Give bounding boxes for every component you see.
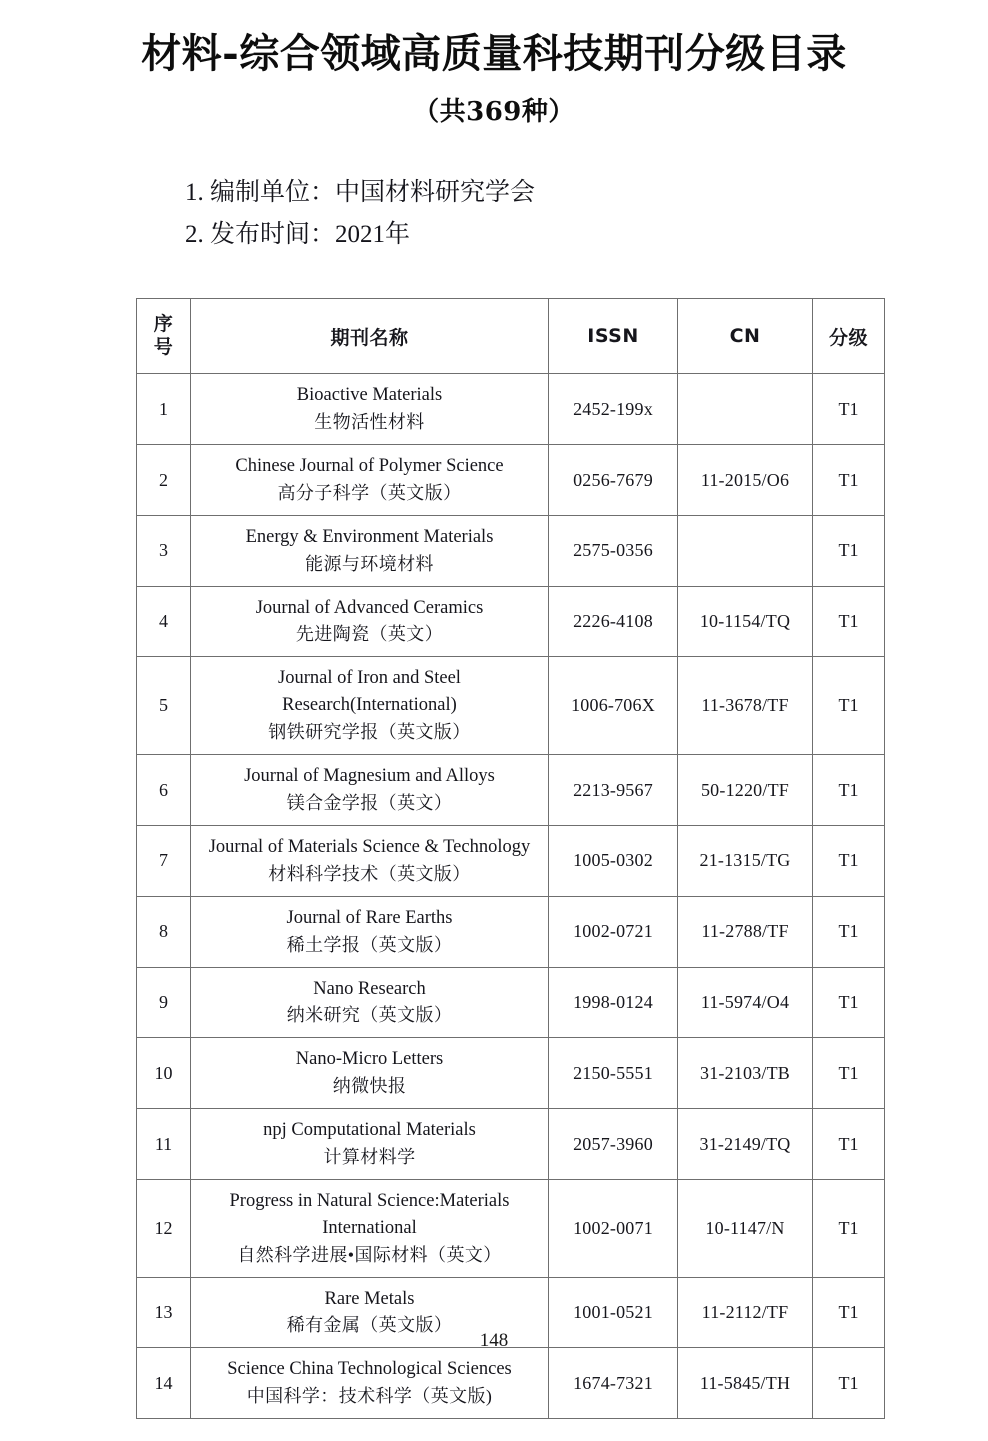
journal-name-zh: 自然科学进展•国际材料（英文） <box>237 1244 502 1265</box>
cell-cn: 11-5974/O4 <box>678 967 813 1038</box>
journal-name-en: Journal of Rare Earths <box>286 907 453 928</box>
column-header-sequence-line1: 序 <box>153 313 174 336</box>
cell-cn: 11-5845/TH <box>678 1348 813 1419</box>
column-header-issn: ISSN <box>549 299 678 374</box>
cell-journal-name <box>191 755 549 826</box>
table-row <box>137 825 885 896</box>
cell-cn: 21-1315/TG <box>678 825 813 896</box>
journal-name-zh: 稀有金属（英文版） <box>286 1315 453 1336</box>
cell-grade: T1 <box>813 515 885 586</box>
table-header <box>137 299 885 374</box>
cell-cn: 11-2112/TF <box>678 1277 813 1348</box>
cell-cn <box>678 515 813 586</box>
journal-name-en: Bioactive Materials <box>296 385 443 406</box>
cell-sequence: 8 <box>137 896 191 967</box>
metadata-list <box>0 172 988 256</box>
cell-grade: T1 <box>813 1348 885 1419</box>
journal-name-en: Nano Research <box>313 978 426 999</box>
journal-name-zh: 钢铁研究学报（英文版） <box>268 722 471 743</box>
cell-cn <box>678 374 813 445</box>
table-row <box>137 657 885 755</box>
cell-issn: 2213-9567 <box>549 755 678 826</box>
cell-grade: T1 <box>813 896 885 967</box>
journal-name-zh: 材料科学技术（英文版） <box>268 863 471 884</box>
column-header-journal-name: 期刊名称 <box>191 299 549 374</box>
journal-name-en: Energy & Environment Materials <box>245 526 494 547</box>
cell-issn: 2057-3960 <box>549 1109 678 1180</box>
cell-issn: 1002-0071 <box>549 1179 678 1277</box>
table-row <box>137 896 885 967</box>
journal-name-zh: 计算材料学 <box>323 1146 416 1167</box>
cell-grade: T1 <box>813 657 885 755</box>
journal-name-en: Progress in Natural Science:Materials International <box>229 1190 510 1238</box>
journal-name-zh: 高分子科学（英文版） <box>277 482 462 503</box>
cell-journal-name <box>191 967 549 1038</box>
journal-name-zh: 先进陶瓷（英文） <box>295 624 444 645</box>
journal-name-zh: 镁合金学报（英文） <box>286 792 453 813</box>
table-body <box>137 374 885 1419</box>
cell-cn: 31-2103/TB <box>678 1038 813 1109</box>
cell-issn: 2150-5551 <box>549 1038 678 1109</box>
cell-issn: 0256-7679 <box>549 445 678 516</box>
cell-grade: T1 <box>813 825 885 896</box>
cell-issn: 1674-7321 <box>549 1348 678 1419</box>
metadata-item-release-date: 2. 发布时间：2021年 <box>185 221 411 249</box>
cell-cn: 11-2015/O6 <box>678 445 813 516</box>
journal-name-zh: 能源与环境材料 <box>305 553 434 574</box>
journal-name-en: Chinese Journal of Polymer Science <box>235 456 504 476</box>
column-header-sequence-line2: 号 <box>153 336 174 359</box>
journal-name-zh: 中国科学：技术科学（英文版) <box>246 1386 493 1407</box>
cell-issn: 2226-4108 <box>549 586 678 657</box>
cell-sequence: 13 <box>137 1277 191 1348</box>
cell-grade: T1 <box>813 967 885 1038</box>
cell-cn: 11-3678/TF <box>678 657 813 755</box>
cell-grade: T1 <box>813 374 885 445</box>
cell-journal-name <box>191 515 549 586</box>
cell-journal-name <box>191 445 549 516</box>
journal-name-en: Journal of Iron and Steel Research(International) <box>278 668 461 716</box>
cell-sequence: 7 <box>137 825 191 896</box>
cell-journal-name <box>191 1179 549 1277</box>
cell-grade: T1 <box>813 755 885 826</box>
table-row <box>137 755 885 826</box>
table-row <box>137 515 885 586</box>
cell-issn: 2575-0356 <box>549 515 678 586</box>
cell-cn: 31-2149/TQ <box>678 1109 813 1180</box>
cell-sequence: 10 <box>137 1038 191 1109</box>
cell-issn: 1998-0124 <box>549 967 678 1038</box>
cell-journal-name <box>191 896 549 967</box>
journal-name-en: Science China Technological Sciences <box>227 1359 512 1380</box>
cell-sequence: 5 <box>137 657 191 755</box>
cell-sequence: 4 <box>137 586 191 657</box>
journal-name-zh: 纳微快报 <box>332 1076 407 1097</box>
journal-name-zh: 纳米研究（英文版） <box>286 1005 453 1026</box>
metadata-item-compiler: 1. 编制单位：中国材料研究学会 <box>185 179 536 207</box>
table-row <box>137 1109 885 1180</box>
journal-name-zh: 稀土学报（英文版） <box>286 934 453 955</box>
cell-grade: T1 <box>813 445 885 516</box>
cell-grade: T1 <box>813 1179 885 1277</box>
cell-grade: T1 <box>813 1109 885 1180</box>
cell-journal-name <box>191 657 549 755</box>
table-row <box>137 1348 885 1419</box>
cell-sequence: 3 <box>137 515 191 586</box>
table-row <box>137 967 885 1038</box>
cell-issn: 1006-706X <box>549 657 678 755</box>
journal-table-wrapper <box>0 298 988 1419</box>
column-header-sequence <box>137 299 191 374</box>
cell-sequence: 14 <box>137 1348 191 1419</box>
table-row <box>137 374 885 445</box>
table-row <box>137 586 885 657</box>
cell-issn: 2452-199x <box>549 374 678 445</box>
cell-sequence: 2 <box>137 445 191 516</box>
cell-sequence: 11 <box>137 1109 191 1180</box>
cell-sequence: 12 <box>137 1179 191 1277</box>
table-header-row <box>137 299 885 374</box>
page-number: 148 <box>479 1330 509 1351</box>
table-row <box>137 445 885 516</box>
column-header-grade: 分级 <box>813 299 885 374</box>
cell-grade: T1 <box>813 1038 885 1109</box>
cell-journal-name <box>191 825 549 896</box>
cell-journal-name <box>191 1038 549 1109</box>
page-title: 材料-综合领域高质量科技期刊分级目录 <box>141 30 847 77</box>
table-row <box>137 1038 885 1109</box>
cell-issn: 1001-0521 <box>549 1277 678 1348</box>
cell-grade: T1 <box>813 586 885 657</box>
cell-sequence: 6 <box>137 755 191 826</box>
cell-issn: 1002-0721 <box>549 896 678 967</box>
cell-sequence: 1 <box>137 374 191 445</box>
cell-issn: 1005-0302 <box>549 825 678 896</box>
cell-sequence: 9 <box>137 967 191 1038</box>
journal-name-en: Journal of Magnesium and Alloys <box>244 766 495 787</box>
journal-name-en: Nano-Micro Letters <box>295 1049 444 1070</box>
cell-cn: 50-1220/TF <box>678 755 813 826</box>
cell-grade: T1 <box>813 1277 885 1348</box>
cell-cn: 10-1154/TQ <box>678 586 813 657</box>
cell-journal-name <box>191 1109 549 1180</box>
journal-table <box>136 298 885 1419</box>
cell-journal-name <box>191 1348 549 1419</box>
table-row <box>137 1179 885 1277</box>
cell-journal-name <box>191 374 549 445</box>
column-header-cn: CN <box>678 299 813 374</box>
cell-journal-name <box>191 586 549 657</box>
journal-name-en: Journal of Advanced Ceramics <box>255 597 484 618</box>
page-subtitle: （共369种） <box>413 97 575 128</box>
journal-name-en: Journal of Materials Science & Technology <box>208 836 531 857</box>
journal-name-zh: 生物活性材料 <box>314 412 425 432</box>
journal-name-en: npj Computational Materials <box>263 1120 476 1141</box>
title-block <box>0 0 988 128</box>
journal-name-en: Rare Metals <box>324 1288 415 1309</box>
cell-cn: 11-2788/TF <box>678 896 813 967</box>
cell-cn: 10-1147/N <box>678 1179 813 1277</box>
